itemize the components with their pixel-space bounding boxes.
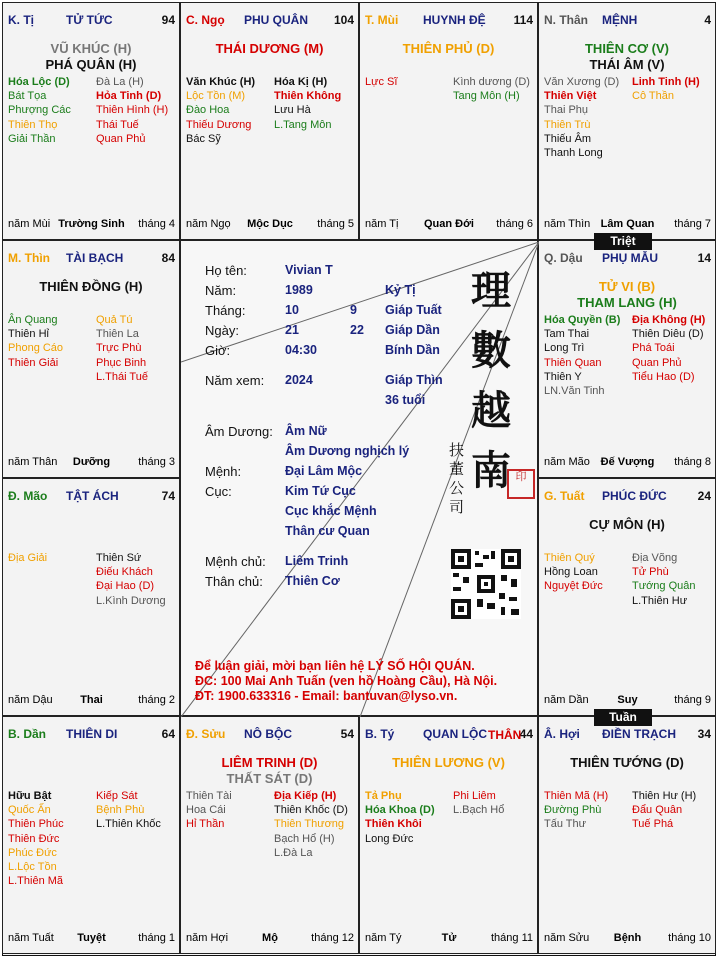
contact-line: ĐC: 100 Mai Anh Tuấn (ven hồ Hoàng Cầu), Hà Nội. xyxy=(195,674,498,688)
minor-star: Văn Xương (D) xyxy=(544,76,620,88)
palace-branch: B. Tý xyxy=(365,727,395,741)
minor-star: Lực Sĩ xyxy=(365,76,398,88)
main-star: THAM LANG (H) xyxy=(577,295,677,310)
palace-header xyxy=(544,13,711,27)
minor-star: LN.Văn Tinh xyxy=(544,385,605,398)
minor-star: Tang Môn (H) xyxy=(453,90,520,103)
seal-char: 理 xyxy=(471,267,511,314)
minor-star: Phúc Đức xyxy=(8,846,57,859)
palace-month: tháng 4 xyxy=(138,218,175,230)
palace-cell-suu xyxy=(180,716,359,954)
palace-footer xyxy=(544,932,711,945)
palace-header xyxy=(8,489,175,503)
minor-star: Bác Sỹ xyxy=(186,132,221,145)
minor-star: Tử Phù xyxy=(632,566,669,579)
cuc-relation: Cục khắc Mệnh xyxy=(285,504,377,518)
minor-star: Tả Phụ xyxy=(365,790,402,802)
palace-branch: Đ. Sửu xyxy=(186,727,226,741)
palace-cell-ti xyxy=(2,2,180,240)
month-solar: 10 xyxy=(285,303,299,317)
palace-month: tháng 9 xyxy=(674,694,711,706)
main-star: THẤT SÁT (D) xyxy=(226,771,313,786)
day-solar: 21 xyxy=(285,323,299,337)
star-column-right xyxy=(453,75,530,103)
year-value: 1989 xyxy=(285,283,313,297)
minor-star: L.Thiên Khốc xyxy=(96,818,161,831)
palace-cell-than xyxy=(538,2,716,240)
minor-star: Lưu Hà xyxy=(274,104,311,117)
palace-year: năm Tý xyxy=(365,932,402,944)
contact-line: Để luận giải, mời bạn liên hệ LÝ SỐ HỘI QUÁN. xyxy=(195,659,475,673)
star-column-right xyxy=(632,75,700,103)
menh-label: Mệnh: xyxy=(205,464,242,479)
minor-star: Thiên La xyxy=(96,328,139,341)
palace-number: 74 xyxy=(161,489,175,503)
palace-number: 94 xyxy=(161,13,175,27)
main-star: PHÁ QUÂN (H) xyxy=(45,57,137,72)
main-star: THIÊN LƯƠNG (V) xyxy=(392,755,505,770)
minor-star: Thiếu Dương xyxy=(186,118,252,131)
year-label: Năm: xyxy=(205,283,237,298)
minor-star: Kiếp Sát xyxy=(96,790,138,802)
minor-star: Thiên Quan xyxy=(544,356,602,369)
life-stage: Tuyệt xyxy=(77,932,106,944)
life-stage: Thai xyxy=(80,694,103,706)
minor-star: Phong Cáo xyxy=(8,342,64,355)
menhchu-value: Liêm Trinh xyxy=(285,554,349,568)
age-value: 36 tuổi xyxy=(385,393,426,407)
palace-month: tháng 8 xyxy=(674,456,711,468)
view-year-label: Năm xem: xyxy=(205,373,265,388)
main-star: THÁI ÂM (V) xyxy=(589,57,665,72)
minor-star: Tướng Quân xyxy=(632,580,696,593)
contact-info xyxy=(195,659,497,704)
minor-star: Long Đức xyxy=(365,832,414,845)
hour-label: Giờ: xyxy=(205,343,231,358)
palace-branch: B. Dần xyxy=(8,727,47,741)
hour-can: Bính Dần xyxy=(385,343,440,357)
star-column-left xyxy=(544,789,608,832)
palace-number: 54 xyxy=(340,727,354,741)
palace-name: TỬ TỨC xyxy=(66,13,113,27)
star-column-left xyxy=(544,551,603,594)
palace-branch: T. Mùi xyxy=(365,13,399,27)
minor-star: L.Tang Môn xyxy=(274,118,332,131)
palace-cell-dan xyxy=(2,716,180,954)
minor-star: Đại Hao (D) xyxy=(96,580,155,593)
minor-star: Tiểu Hao (D) xyxy=(632,370,695,383)
minor-star: Đà La (H) xyxy=(96,76,144,88)
minor-star: Long Trì xyxy=(544,342,585,355)
red-stamp: 印 xyxy=(507,469,535,499)
minor-star: Đẩu Quân xyxy=(632,804,683,817)
life-stage: Suy xyxy=(617,694,638,706)
minor-star: Quan Phủ xyxy=(632,356,682,369)
palace-number: 14 xyxy=(697,251,711,265)
minor-star: Phục Binh xyxy=(96,356,147,369)
minor-star: Quốc Ấn xyxy=(8,804,51,817)
name-label: Họ tên: xyxy=(205,263,247,278)
minor-star: Thiên Hỉ xyxy=(8,328,49,341)
cuc-value: Kim Tứ Cục xyxy=(285,484,356,498)
minor-star: Thiên Giải xyxy=(8,356,59,369)
minor-star: Văn Khúc (H) xyxy=(186,76,256,88)
star-column-left xyxy=(186,789,232,832)
qr-code[interactable] xyxy=(451,549,521,619)
palace-number: 104 xyxy=(333,13,354,27)
palace-year: năm Hợi xyxy=(186,932,229,944)
life-stage: Bệnh xyxy=(613,932,642,944)
minor-star: Tuế Phá xyxy=(632,818,674,831)
palace-header xyxy=(186,13,354,27)
palace-branch: N. Thân xyxy=(544,13,588,27)
minor-star: Thiên Khốc (D) xyxy=(274,804,348,817)
palace-header xyxy=(8,727,175,741)
minor-star: L.Thiên Mã xyxy=(8,875,64,888)
palace-branch: M. Thìn xyxy=(8,251,50,265)
palace-footer xyxy=(8,932,175,945)
minor-star: Thiên Quý xyxy=(544,552,595,564)
contact-line: ĐT: 1900.633316 - Email: bantuvan@lyso.vn. xyxy=(195,689,458,703)
minor-star: Hỏa Tinh (D) xyxy=(96,90,162,103)
star-column-left xyxy=(8,551,47,565)
day-lunar: 22 xyxy=(350,323,364,337)
amduong-value: Âm Nữ xyxy=(285,424,327,438)
minor-star: Bệnh Phù xyxy=(96,804,145,817)
star-column-left xyxy=(8,789,64,888)
palace-year: năm Thân xyxy=(8,456,58,468)
palace-month: tháng 10 xyxy=(668,932,711,944)
minor-star: Thái Tuế xyxy=(96,118,139,131)
palace-name: PHU QUÂN xyxy=(244,13,309,27)
palace-year: năm Mùi xyxy=(8,218,51,230)
palace-year: năm Sửu xyxy=(544,932,590,944)
star-column-left xyxy=(544,313,620,398)
minor-star: Thiên Y xyxy=(544,370,582,383)
minor-star: Kình dương (D) xyxy=(453,76,530,88)
star-column-right xyxy=(632,789,696,832)
month-label: Tháng: xyxy=(205,303,246,318)
palace-cell-dau xyxy=(538,240,716,478)
minor-star: Thiên Thọ xyxy=(8,118,58,131)
palace-month: tháng 12 xyxy=(311,932,354,944)
palace-number: 114 xyxy=(513,13,533,27)
menhchu-label: Mệnh chủ: xyxy=(205,554,266,569)
palace-name: PHÚC ĐỨC xyxy=(602,489,667,503)
star-column-right xyxy=(96,789,161,832)
day-label: Ngày: xyxy=(205,323,239,338)
tuan-badge: Tuần xyxy=(594,709,652,726)
minor-star: Địa Kiếp (H) xyxy=(274,790,337,802)
palace-name: ĐIỀN TRẠCH xyxy=(602,727,676,741)
palace-header xyxy=(186,727,354,741)
minor-star: Hữu Bật xyxy=(8,790,52,802)
minor-star: Thiên Hình (H) xyxy=(96,104,169,117)
minor-star: L.Đà La xyxy=(274,846,313,859)
main-star: THÁI DƯƠNG (M) xyxy=(215,41,324,56)
life-stage: Mộ xyxy=(262,932,278,944)
cuc-label: Cục: xyxy=(205,484,232,499)
palace-cell-hoi xyxy=(538,716,716,954)
minor-star: L.Bạch Hổ xyxy=(453,804,505,817)
palace-header xyxy=(8,251,175,265)
minor-star: Thai Phụ xyxy=(544,104,589,117)
minor-star: Hỉ Thần xyxy=(186,818,225,831)
minor-star: Thiếu Âm xyxy=(544,132,592,145)
palace-month: tháng 3 xyxy=(138,456,175,468)
month-can: Giáp Tuất xyxy=(385,303,442,317)
palace-number: 4 xyxy=(704,13,711,27)
palace-year: năm Ngọ xyxy=(186,218,231,230)
minor-star: Đào Hoa xyxy=(186,104,230,117)
palace-footer xyxy=(365,932,533,945)
than-tag: THÂN xyxy=(488,728,522,742)
minor-star: Nguyệt Đức xyxy=(544,580,603,593)
palace-footer xyxy=(544,218,711,231)
life-stage: Lâm Quan xyxy=(600,218,655,230)
minor-star: Bát Tọa xyxy=(8,90,47,103)
minor-star: Điếu Khách xyxy=(96,566,153,579)
minor-star: Quả Tú xyxy=(96,314,133,326)
palace-month: tháng 2 xyxy=(138,694,175,706)
palace-header xyxy=(8,13,175,27)
star-column-left xyxy=(365,75,397,89)
minor-star: Địa Võng xyxy=(632,552,678,564)
minor-star: Thiên Đức xyxy=(8,832,60,845)
chart-center-panel xyxy=(180,240,538,716)
minor-star: Địa Không (H) xyxy=(632,314,706,326)
palace-footer xyxy=(8,218,175,231)
palace-number: 34 xyxy=(697,727,711,741)
seal-char: 越 xyxy=(471,387,511,434)
minor-star: Hoa Cái xyxy=(186,804,226,817)
palace-cell-ngo xyxy=(180,2,359,240)
star-column-left xyxy=(8,313,63,370)
view-year-can: Giáp Thìn xyxy=(385,373,443,387)
life-stage: Trường Sinh xyxy=(58,218,125,230)
minor-star: Tam Thai xyxy=(544,328,590,341)
palace-year: năm Tị xyxy=(365,218,399,230)
life-stage: Tử xyxy=(441,932,457,944)
main-star: LIÊM TRINH (D) xyxy=(221,755,318,770)
palace-footer xyxy=(544,694,711,707)
palace-branch: G. Tuất xyxy=(544,489,585,503)
star-column-left xyxy=(8,75,71,146)
star-column-right xyxy=(632,313,705,384)
star-column-left xyxy=(186,75,255,146)
thanchu-value: Thiên Cơ xyxy=(285,574,340,588)
minor-star: Phi Liêm xyxy=(453,790,496,802)
main-star: VŨ KHÚC (H) xyxy=(50,41,132,56)
life-stage: Đế Vượng xyxy=(600,456,655,468)
star-column-left xyxy=(544,75,619,160)
star-column-right xyxy=(632,551,696,608)
life-stage: Quan Đới xyxy=(424,218,474,230)
life-stage: Dưỡng xyxy=(72,456,111,468)
seal-small-text: 扶董公司 xyxy=(449,441,465,516)
minor-star: Thiên Sứ xyxy=(96,552,142,564)
palace-name: HUYNH ĐỆ xyxy=(423,13,486,27)
palace-cell-tuat xyxy=(538,478,716,716)
menh-value: Đại Lâm Mộc xyxy=(285,464,363,478)
palace-header xyxy=(544,489,711,503)
palace-footer xyxy=(365,218,533,231)
minor-star: Thiên Thương xyxy=(274,818,345,831)
minor-star: Thiên Khôi xyxy=(365,818,422,831)
palace-month: tháng 5 xyxy=(317,218,354,230)
than-cu: Thân cư Quan xyxy=(285,524,370,538)
palace-name: TẬT ÁCH xyxy=(66,489,119,503)
palace-footer xyxy=(544,456,711,469)
minor-star: Thiên Việt xyxy=(544,90,597,103)
minor-star: Hóa Kị (H) xyxy=(274,76,328,88)
minor-star: Thanh Long xyxy=(544,147,603,160)
minor-star: Lộc Tồn (M) xyxy=(186,90,246,103)
palace-name: MỆNH xyxy=(602,13,638,27)
triet-badge: Triệt xyxy=(594,233,652,250)
day-can: Giáp Dần xyxy=(385,323,440,337)
palace-header xyxy=(544,727,711,741)
palace-month: tháng 1 xyxy=(138,932,175,944)
palace-branch: Đ. Mão xyxy=(8,489,48,503)
star-column-right xyxy=(96,313,148,384)
palace-branch: K. Tị xyxy=(8,13,34,27)
palace-header xyxy=(365,13,533,27)
minor-star: Ân Quang xyxy=(8,314,58,326)
palace-cell-ty xyxy=(359,716,538,954)
view-year-value: 2024 xyxy=(285,373,313,387)
main-star: TỬ VI (B) xyxy=(598,279,656,294)
minor-star: Thiên Trù xyxy=(544,118,591,131)
palace-year: năm Dậu xyxy=(8,694,53,706)
palace-branch: Â. Hợi xyxy=(544,727,580,741)
minor-star: L.Thiên Hư xyxy=(632,594,688,607)
palace-month: tháng 7 xyxy=(674,218,711,230)
calligraphy-seal xyxy=(471,261,519,501)
main-star: CỰ MÔN (H) xyxy=(589,517,665,532)
palace-number: 84 xyxy=(161,251,175,265)
minor-star: Thiên Tài xyxy=(186,790,232,802)
minor-star: Hóa Quyền (B) xyxy=(544,314,621,326)
palace-cell-mao xyxy=(2,478,180,716)
palace-footer xyxy=(8,456,175,469)
palace-number: 24 xyxy=(697,489,711,503)
minor-star: Thiên Hư (H) xyxy=(632,790,697,802)
minor-star: Hồng Loan xyxy=(544,566,598,579)
palace-branch: C. Ngọ xyxy=(186,13,225,27)
life-stage: Mộc Dục xyxy=(247,218,293,230)
palace-month: tháng 6 xyxy=(496,218,533,230)
palace-name: THIÊN DI xyxy=(66,727,118,741)
main-star: THIÊN CƠ (V) xyxy=(584,41,670,56)
palace-cell-mui xyxy=(359,2,538,240)
palace-cell-thin xyxy=(2,240,180,478)
minor-star: Cô Thần xyxy=(632,90,674,103)
month-lunar: 9 xyxy=(350,303,357,317)
minor-star: Hóa Lộc (D) xyxy=(8,76,70,88)
star-column-right xyxy=(96,551,166,608)
seal-char: 南 xyxy=(471,447,511,494)
palace-footer xyxy=(8,694,175,707)
palace-name: NÔ BỘC xyxy=(244,727,292,741)
minor-star: Tấu Thư xyxy=(544,818,587,831)
minor-star: Địa Giải xyxy=(8,552,48,564)
minor-star: Giải Thần xyxy=(8,132,56,145)
year-can: Kỷ Tị xyxy=(385,283,416,297)
amduong-label: Âm Dương: xyxy=(205,424,273,439)
minor-star: Thiên Diêu (D) xyxy=(632,328,704,341)
minor-star: L.Kình Dương xyxy=(96,594,166,607)
palace-month: tháng 11 xyxy=(490,932,533,944)
thanchu-label: Thân chủ: xyxy=(205,574,263,589)
star-column-left xyxy=(365,789,435,846)
minor-star: Phá Toái xyxy=(632,342,675,355)
minor-star: Thiên Không xyxy=(274,90,342,103)
main-star: THIÊN ĐỒNG (H) xyxy=(39,279,143,294)
palace-year: năm Thìn xyxy=(544,218,591,230)
palace-number: 44 xyxy=(519,727,533,741)
minor-star: Bạch Hổ (H) xyxy=(274,832,335,845)
palace-number: 64 xyxy=(161,727,175,741)
amduong-relation: Âm Dương nghịch lý xyxy=(285,444,410,458)
palace-year: năm Mão xyxy=(544,456,590,468)
main-star: THIÊN TƯỚNG (D) xyxy=(570,755,684,770)
hour-value: 04:30 xyxy=(285,343,317,357)
palace-year: năm Dần xyxy=(544,694,589,706)
minor-star: Hóa Khoa (D) xyxy=(365,804,435,817)
star-column-right xyxy=(96,75,168,146)
minor-star: Thiên Mã (H) xyxy=(544,790,609,802)
seal-char: 數 xyxy=(471,327,511,374)
minor-star: L.Lộc Tồn xyxy=(8,861,57,874)
palace-year: năm Tuất xyxy=(8,932,54,944)
palace-branch: Q. Dậu xyxy=(544,251,583,265)
minor-star: L.Thái Tuế xyxy=(96,370,148,383)
star-column-right xyxy=(453,789,504,817)
star-column-right xyxy=(274,75,341,132)
palace-name: TÀI BẠCH xyxy=(66,251,124,265)
palace-header xyxy=(544,251,711,265)
palace-footer xyxy=(186,218,354,231)
minor-star: Trực Phù xyxy=(96,342,142,355)
minor-star: Phượng Các xyxy=(8,104,71,117)
minor-star: Linh Tinh (H) xyxy=(632,76,700,88)
minor-star: Quan Phủ xyxy=(96,132,146,145)
name-value: Vivian T xyxy=(285,263,333,277)
minor-star: Thiên Phúc xyxy=(8,818,64,831)
main-star: THIÊN PHỦ (D) xyxy=(402,41,495,56)
minor-star: Đường Phù xyxy=(544,804,602,817)
palace-footer xyxy=(186,932,354,945)
palace-name: QUAN LỘC xyxy=(423,727,487,741)
star-column-right xyxy=(274,789,348,860)
palace-name: PHỤ MẪU xyxy=(602,251,658,265)
